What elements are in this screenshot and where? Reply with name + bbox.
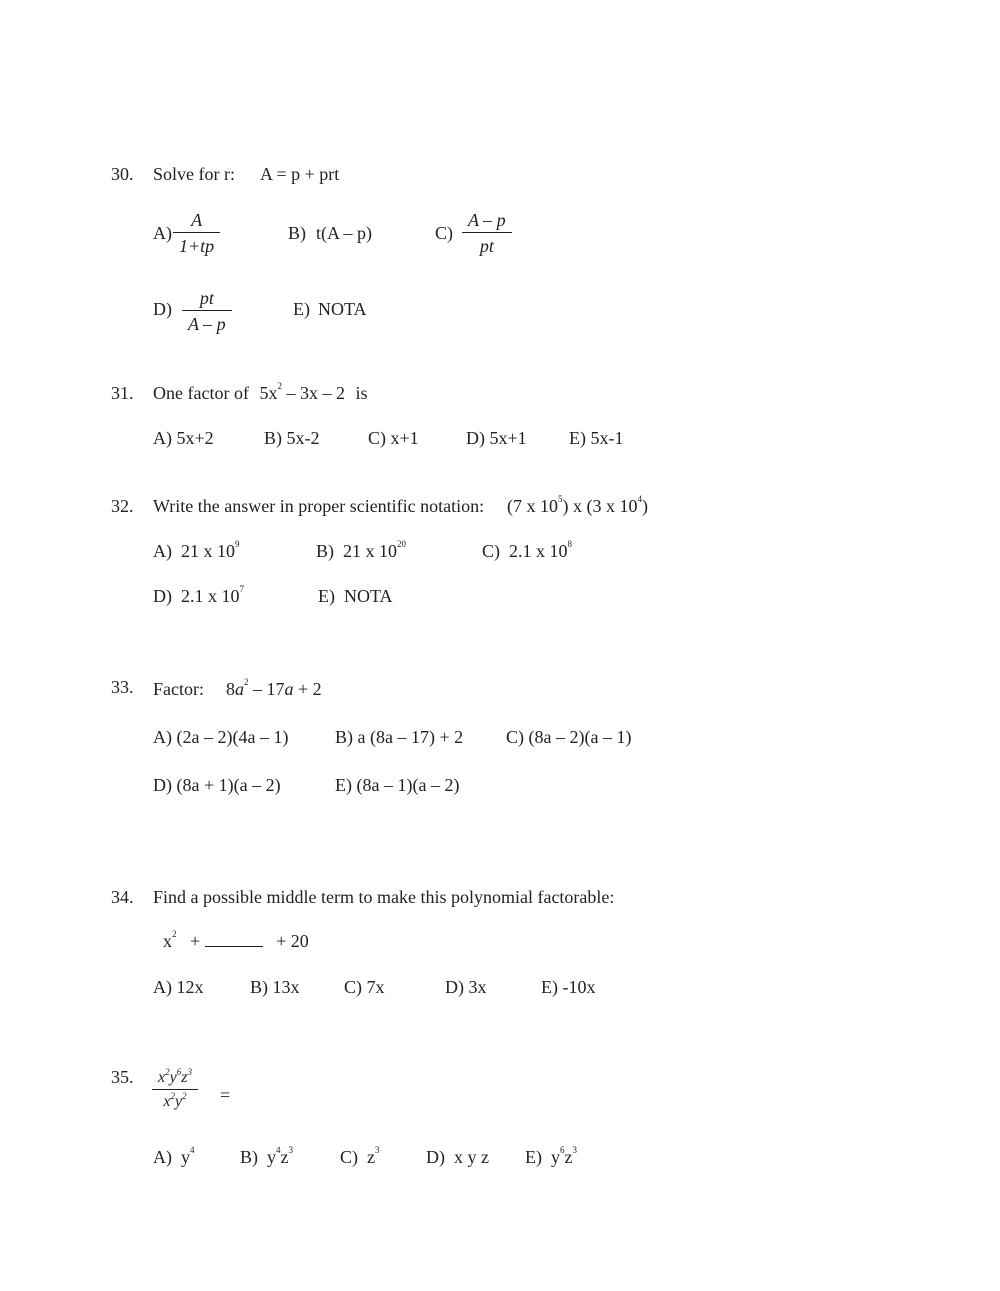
- option-b[interactable]: B) a (8a – 17) + 2: [335, 727, 464, 747]
- option-a[interactable]: A) (2a – 2)(4a – 1): [153, 727, 289, 747]
- question-expression: $8a^2 - 17a + 2$: [226, 677, 322, 699]
- question-number: 34.: [111, 887, 134, 907]
- option-c[interactable]: C) 7x: [344, 977, 385, 997]
- question-expression: (7 x $10^5$) x (3 x $10^4$): [507, 494, 648, 516]
- option-d[interactable]: D) 3x: [445, 977, 487, 997]
- question-number: 30.: [111, 164, 134, 184]
- option-d[interactable]: D) 5x+1: [466, 428, 527, 448]
- question-expression: $5x^2 - 3x - 2$: [259, 381, 345, 403]
- option-c[interactable]: C) (8a – 2)(a – 1): [506, 727, 632, 747]
- option-c[interactable]: C) 2.1 x $10^8$: [482, 539, 572, 561]
- option-b[interactable]: B) $y^4z^3$: [240, 1145, 293, 1167]
- question-number: 32.: [111, 496, 134, 516]
- option-d[interactable]: D) x y z: [426, 1147, 489, 1167]
- polynomial: $x^2$ + + 20: [163, 929, 309, 951]
- question-fraction: $\frac{x^2y^6z^3}{x^2y^2}$: [152, 1070, 198, 1110]
- option-e[interactable]: E) -10x: [541, 977, 596, 997]
- option-a-label[interactable]: A): [153, 223, 172, 243]
- option-d[interactable]: D) (8a + 1)(a – 2): [153, 775, 281, 795]
- question-prompt: Factor:: [153, 679, 204, 699]
- option-e[interactable]: E) 5x-1: [569, 428, 624, 448]
- question-equation: A = p + prt: [260, 164, 340, 184]
- option-c-fraction[interactable]: $\frac{A - p}{pt}$: [462, 211, 512, 255]
- equals-sign: =: [220, 1085, 231, 1105]
- question-number: 35.: [111, 1067, 134, 1087]
- option-e[interactable]: E) (8a – 1)(a – 2): [335, 775, 460, 795]
- option-e-label[interactable]: E): [293, 299, 310, 319]
- option-e[interactable]: E) $y^6z^3$: [525, 1145, 577, 1167]
- option-e[interactable]: E) NOTA: [318, 586, 393, 606]
- question-prompt: Write the answer in proper scientific notation:: [153, 496, 485, 516]
- option-a[interactable]: A) 12x: [153, 977, 204, 997]
- option-e-text[interactable]: NOTA: [318, 299, 367, 319]
- option-a[interactable]: A) 5x+2: [153, 428, 214, 448]
- option-c[interactable]: C) $z^3$: [340, 1145, 380, 1167]
- option-d-fraction[interactable]: $\frac{pt}{A - p}$: [182, 289, 232, 333]
- option-a[interactable]: A) $y^4$: [153, 1145, 195, 1167]
- option-b[interactable]: B) 5x-2: [264, 428, 320, 448]
- option-a-fraction[interactable]: $\frac{A}{1+tp}$: [173, 211, 220, 255]
- option-b-label[interactable]: B): [288, 223, 306, 243]
- option-c[interactable]: C) x+1: [368, 428, 419, 448]
- question-prompt: One factor of $5x^2 - 3x - 2$ is: [153, 381, 368, 403]
- option-b-text[interactable]: t(A – p): [316, 223, 372, 243]
- question-number: 33.: [111, 677, 134, 697]
- option-b[interactable]: B) 13x: [250, 977, 300, 997]
- option-b[interactable]: B) 21 x $10^{20}$: [316, 539, 406, 561]
- option-c-label[interactable]: C): [435, 223, 453, 243]
- option-d[interactable]: D) 2.1 x $10^7$: [153, 584, 244, 606]
- option-a[interactable]: A) 21 x $10^9$: [153, 539, 240, 561]
- question-prompt: Solve for r:: [153, 164, 235, 184]
- option-d-label[interactable]: D): [153, 299, 172, 319]
- question-number: 31.: [111, 383, 134, 403]
- answer-blank[interactable]: [205, 932, 263, 947]
- question-prompt: Find a possible middle term to make this polynomial factorable:: [153, 887, 615, 907]
